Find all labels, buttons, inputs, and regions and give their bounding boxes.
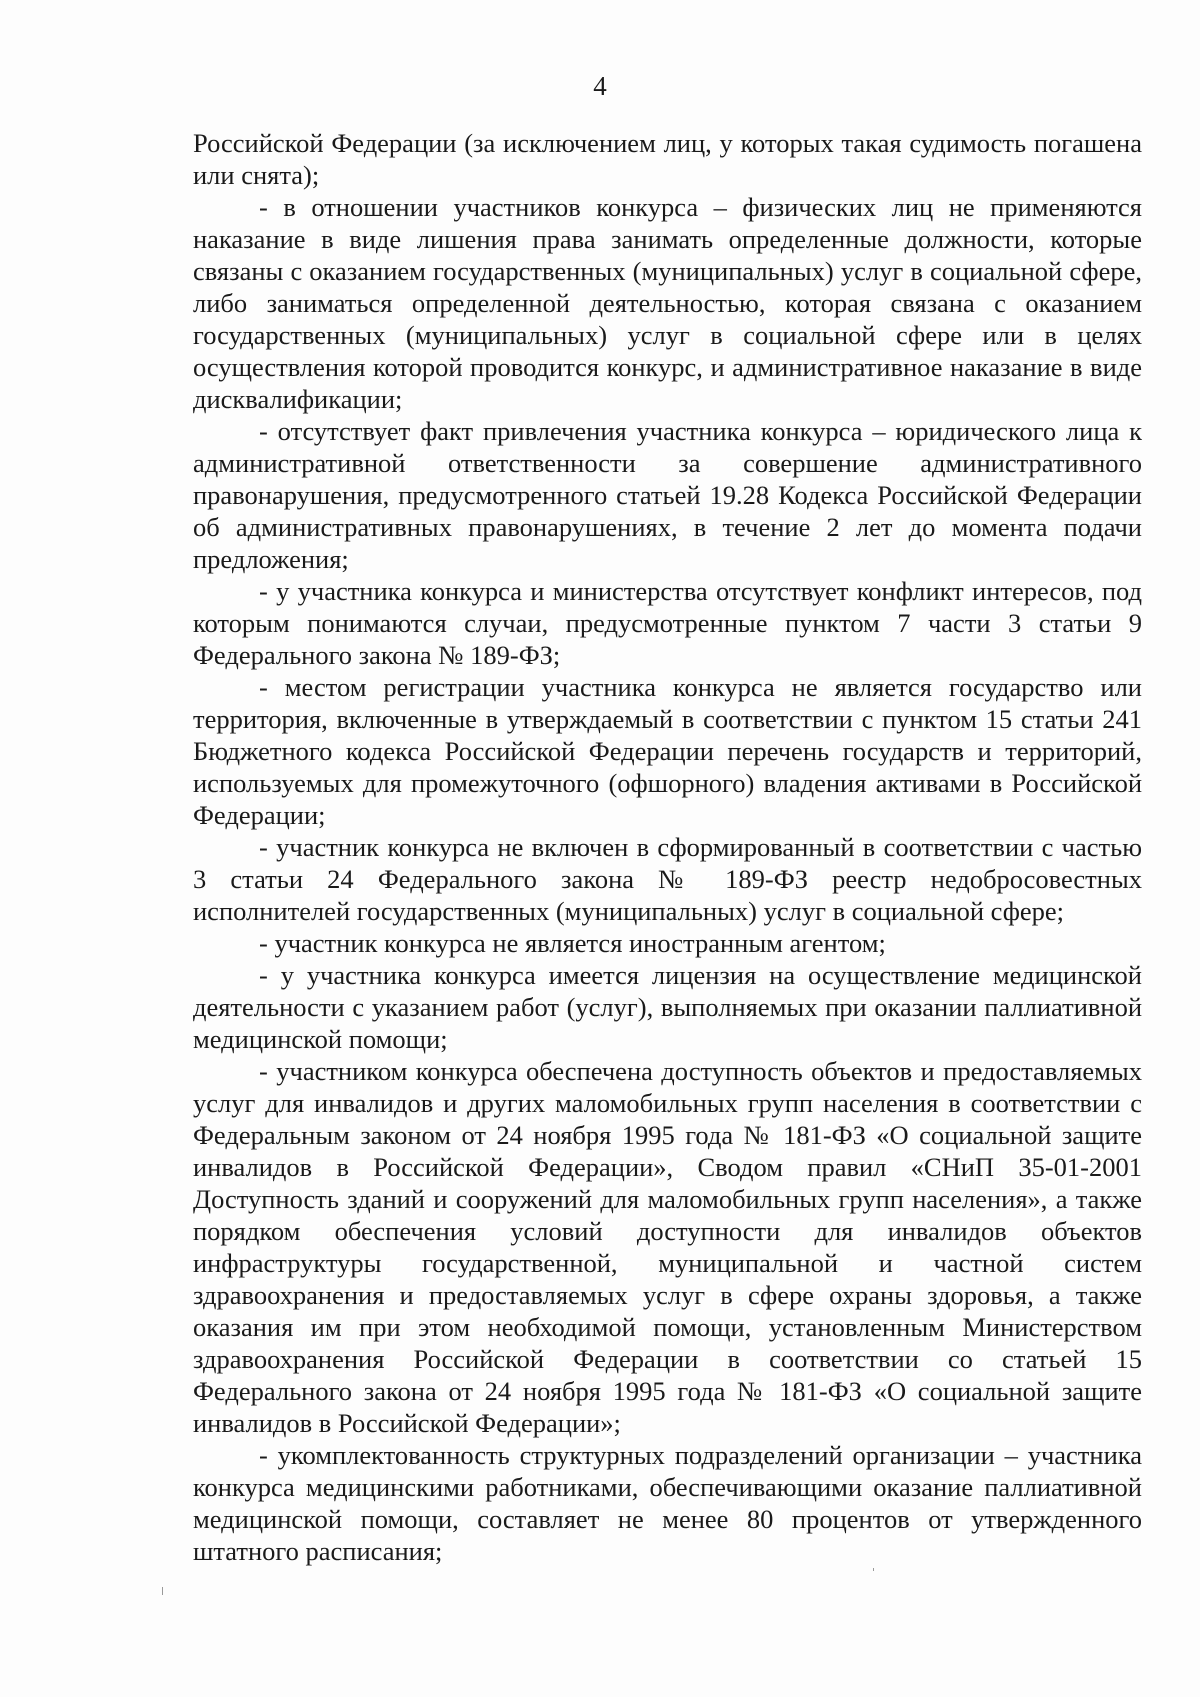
paragraph-no-administrative-liability: - отсутствует факт привлечения участника конкурса – юридического лица к административной ответственности за совершение административного правонарушения, предусмотренного статьей 19.28 Кодекса Российской Федерации об административных правонарушениях, в течение 2 лет до момента подачи предложения; [193,416,1142,574]
document-body [193,127,1142,1567]
paragraph-not-foreign-agent: - участник конкурса не является иностранным агентом; [259,928,886,958]
paragraph-registration-not-offshore: - местом регистрации участника конкурса не является государство или территория, включенные в утверждаемый в соответствии с пунктом 15 статьи 241 Бюджетного кодекса Российской Федерации перечень государств и территорий, используемых для промежуточного (офшорного) владения активами в Российской Федерации; [193,672,1142,830]
paragraph-not-in-unfair-registry: - участник конкурса не включен в сформированный в соответствии с частью 3 статьи 24 Федерального закона № 189-ФЗ реестр недобросовестных исполнителей государственных (муниципальных) услуг в социальной сфере; [193,832,1142,926]
paragraph-no-disqualification: - в отношении участников конкурса – физических лиц не применяются наказание в виде лишения права занимать определенные должности, которые связаны с оказанием государственных (муниципальных) услуг в социальной сфере, либо заниматься определенной деятельностью, которая связана с оказанием государственных (муниципальных) услуг в социальной сфере или в целях осуществления которой проводится конкурс, и административное наказание в виде дисквалификации; [193,192,1142,414]
paragraph-accessibility-ensured: - участником конкурса обеспечена доступность объектов и предоставляемых услуг для инвалидов и других маломобильных групп населения в соответствии с Федеральным законом от 24 ноября 1995 года № 181-ФЗ «О социальной защите инвалидов в Российской Федерации», Сводом правил «СНиП 35-01-2001 Доступность зданий и сооружений для маломобильных групп населения», а также порядком обеспечения условий доступности для инвалидов объектов инфраструктуры государственной, муниципальной и частной систем здравоохранения и предоставляемых услуг в сфере охраны здоровья, а также оказания им при этом необходимой помощи, установленным Министерством здравоохранения Российской Федерации в соответствии со статьей 15 Федерального закона от 24 ноября 1995 года № 181-ФЗ «О социальной защите инвалидов в Российской Федерации»; [193,1056,1142,1438]
scan-speck [162,1587,163,1595]
paragraph-no-conflict-of-interest: - у участника конкурса и министерства отсутствует конфликт интересов, под которым понимаются случаи, предусмотренные пунктом 7 части 3 статьи 9 Федерального закона № 189-ФЗ; [193,576,1142,670]
scan-speck [873,1568,874,1571]
page-number: 4 [593,71,607,101]
paragraph-staffing-level: - укомплектованность структурных подразделений организации – участника конкурса медицинскими работниками, обеспечивающими оказание паллиативной медицинской помощи, составляет не менее 80 процентов от утвержденного штатного расписания; [193,1440,1142,1566]
paragraph-continuation: Российской Федерации (за исключением лиц, у которых такая судимость погашена или снята); [193,128,1142,190]
paragraph-has-medical-license: - у участника конкурса имеется лицензия на осуществление медицинской деятельности с указанием работ (услуг), выполняемых при оказании паллиативной медицинской помощи; [193,960,1142,1054]
